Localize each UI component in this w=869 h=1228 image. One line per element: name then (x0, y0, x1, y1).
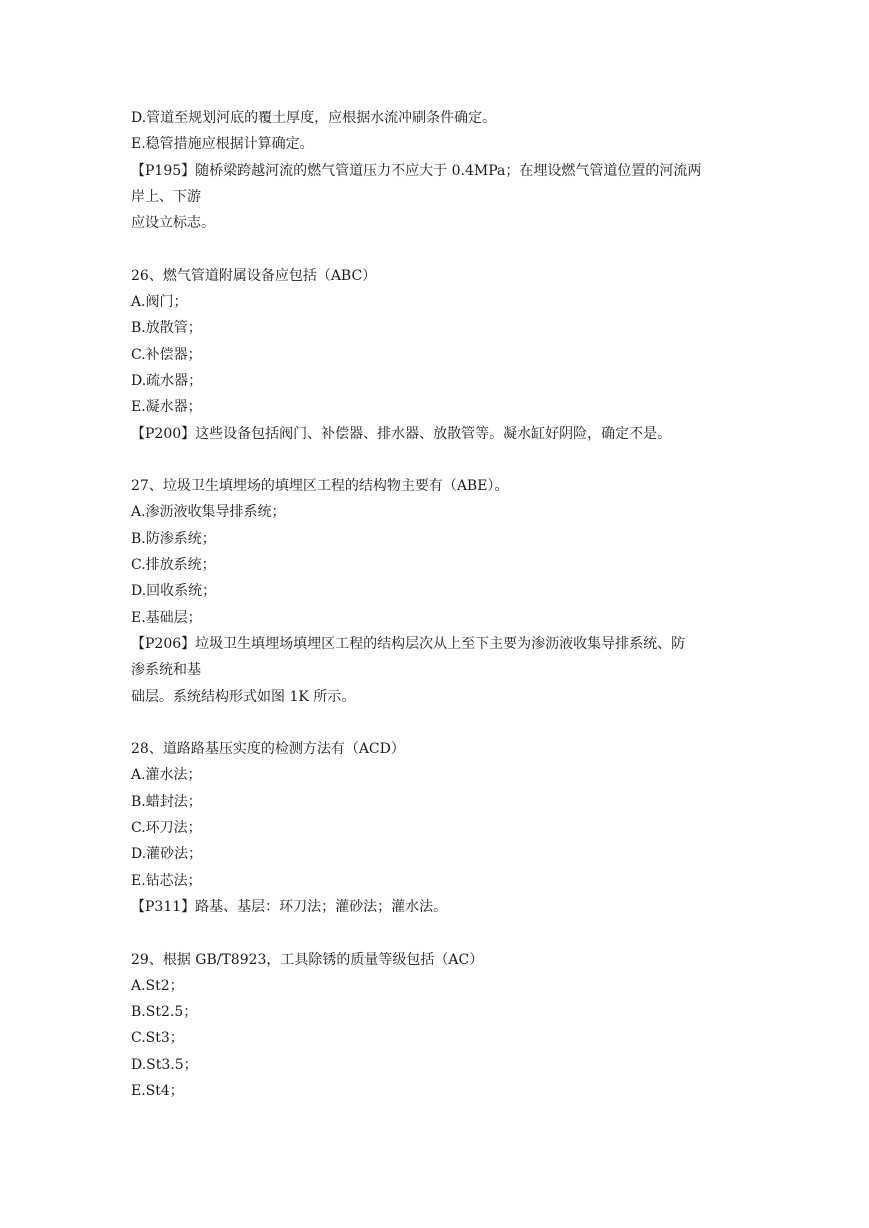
paragraph-gap (131, 920, 741, 946)
text-line: 应设立标志。 (131, 215, 215, 232)
explanation: 【P311】路基、基层：环刀法；灌砂法；灌水法。 (131, 898, 448, 915)
option-d: D.灌砂法； (131, 846, 203, 863)
option-b: B.St2.5； (131, 1004, 198, 1021)
option-b: B.蜡封法； (131, 793, 202, 810)
question-29 (131, 947, 741, 1105)
option-b: B.放散管； (131, 320, 202, 337)
option-b: B.防渗系统； (131, 530, 216, 547)
text-line: 岸上、下游 (131, 188, 201, 205)
option-a: A.灌水法； (131, 767, 202, 784)
text-line: E.稳管措施应根据计算确定。 (131, 136, 314, 153)
explanation: 【P206】垃圾卫生填埋场填埋区工程的结构层次从上至下主要为渗沥液收集导排系统、防 (131, 635, 686, 652)
option-d: D.回收系统； (131, 583, 217, 600)
paragraph-gap (131, 710, 741, 736)
paragraph-gap (131, 447, 741, 473)
option-c: C.St3； (131, 1030, 184, 1047)
option-e: E.凝水器； (131, 399, 202, 416)
explanation: 渗系统和基 (131, 662, 201, 679)
question-title: 26、燃气管道附属设备应包括（ABC） (131, 267, 377, 284)
question-26 (131, 263, 741, 447)
question-title: 28、道路路基压实度的检测方法有（ACD） (131, 741, 405, 758)
document-page (131, 105, 741, 1104)
option-e: E.St4； (131, 1082, 184, 1099)
option-c: C.排放系统； (131, 557, 216, 574)
option-c: C.补偿器； (131, 346, 202, 363)
explanation: 础层。系统结构形式如图 1K 所示。 (131, 688, 356, 705)
paragraph-gap (131, 236, 741, 262)
question-title: 27、垃圾卫生填埋场的填埋区工程的结构物主要有（ABE）。 (131, 478, 509, 495)
question-title: 29、根据 GB/T8923，工具除锈的质量等级包括（AC） (131, 951, 484, 968)
intro-block (131, 105, 741, 236)
question-28 (131, 736, 741, 920)
text-line: D.管道至规划河底的覆土厚度，应根据水流冲刷条件确定。 (131, 110, 497, 126)
option-a: A.St2； (131, 977, 184, 994)
option-c: C.环刀法； (131, 820, 202, 837)
option-a: A.渗沥液收集导排系统； (131, 504, 286, 521)
text-line: 【P195】随桥梁跨越河流的燃气管道压力不应大于 0.4MPa；在埋设燃气管道位置的河流两 (131, 162, 702, 179)
question-27 (131, 473, 741, 710)
option-d: D.St3.5； (131, 1056, 198, 1073)
option-e: E.基础层； (131, 609, 202, 626)
option-e: E.钻芯法； (131, 872, 202, 889)
explanation: 【P200】这些设备包括阀门、补偿器、排水器、放散管等。凝水缸好阴险，确定不是。 (131, 425, 672, 442)
option-d: D.疏水器； (131, 372, 203, 389)
option-a: A.阀门； (131, 294, 188, 311)
